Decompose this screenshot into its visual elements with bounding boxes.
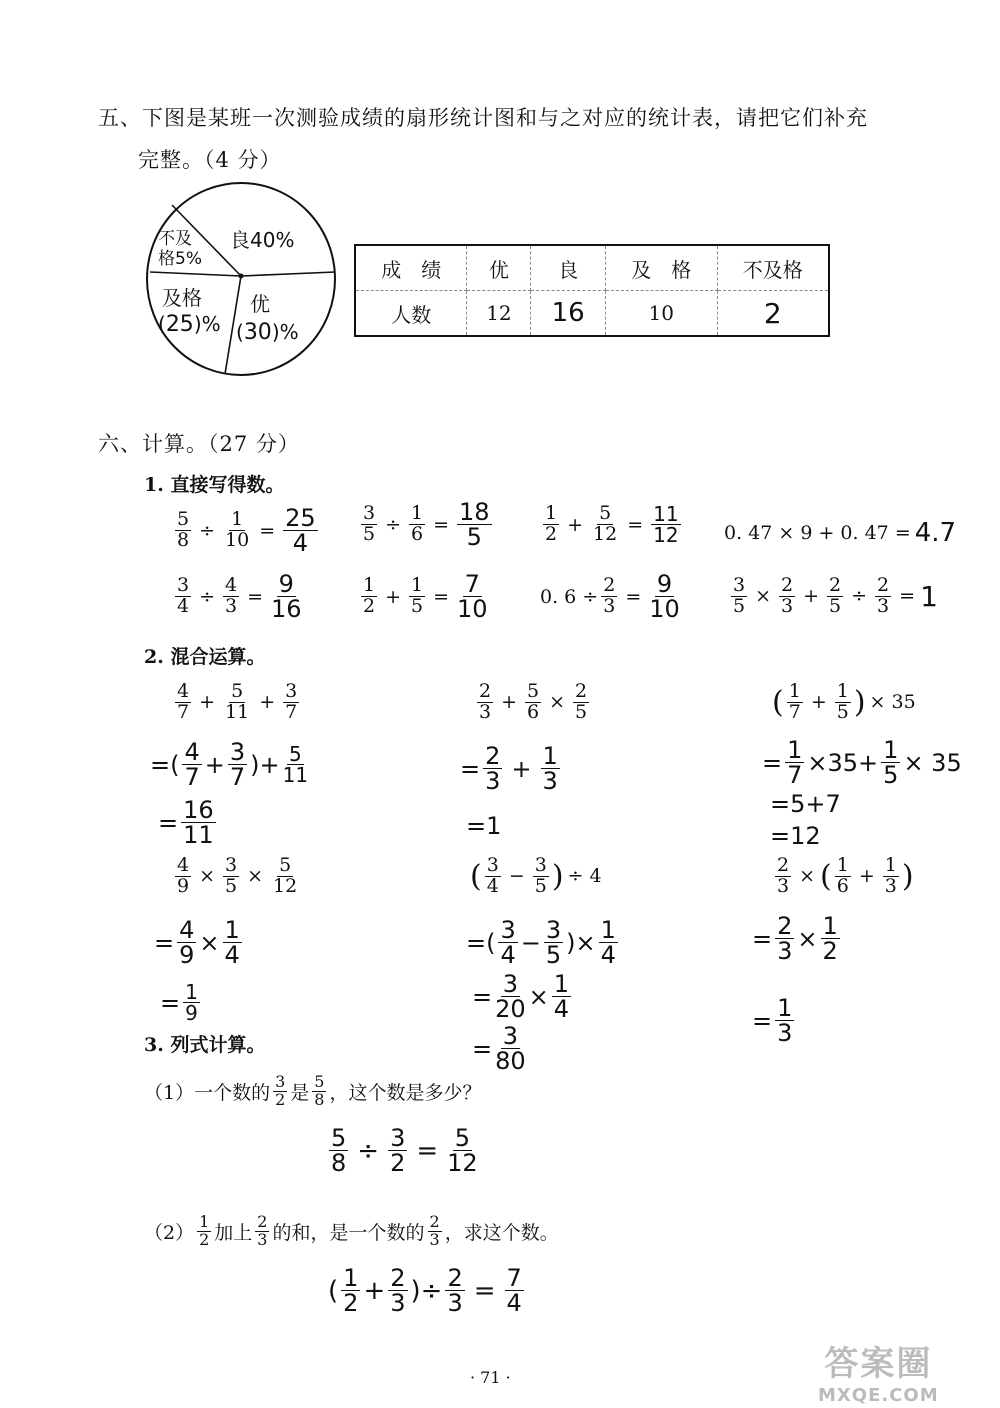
handwritten-answer: $\frac{25}{4}$: [285, 504, 316, 557]
p2-problem-3: ( $\frac{1}{7}$ + $\frac{1}{5}$ ) × 35: [772, 680, 916, 723]
pie-label-fail: [158, 230, 202, 269]
p2-problem-6: $\frac{2}{3}$ × ( $\frac{1}{6}$ + $\frac{1}{3}$ ): [777, 854, 914, 897]
p2-problem-5-step1: =( 3 4 − $\frac{3}{5}$ )× $\frac{1}{4}$: [466, 916, 616, 969]
stats-value-row: [356, 291, 828, 336]
stats-header-cell: 优: [467, 246, 531, 291]
p2-problem-4-step2: = $\frac{1}{9}$: [160, 980, 198, 1025]
pie-label-pass: 及格: [162, 286, 202, 310]
p2-problem-5-step3: = $\frac{3}{80}$: [472, 1022, 526, 1075]
stats-table: [354, 244, 830, 337]
part3-label: 3. 列式计算。: [144, 1034, 266, 1056]
watermark-line1: 答案圈: [824, 1344, 933, 1384]
p1-item-1: $\frac{5}{8}$ ÷ $\frac{1}{10}$ = $\frac{25}{4}$: [177, 504, 316, 557]
pie-divider-excellent-good: [241, 272, 335, 276]
fraction: $\frac{5}{8}$: [177, 508, 190, 551]
handwritten-answer: 4.7: [914, 518, 957, 548]
handwritten-answer: $\frac{18}{5}$: [459, 498, 490, 551]
p3-question-2: （2） $\frac{1}{2}$ 加上 $\frac{2}{3}$ 的和，是一个数的 $\frac{2}{3}$ ，求这个数。: [144, 1212, 559, 1249]
fraction: $\frac{2}{3}$: [603, 574, 616, 617]
fraction: $\frac{1}{2}$: [545, 502, 558, 545]
operator: ÷: [199, 585, 216, 608]
p2-problem-4: $\frac{4}{9}$ × $\frac{3}{5}$ × $\frac{5}{12}$: [177, 854, 298, 897]
watermark-line2: MXQE.COM: [818, 1385, 939, 1406]
p2-problem-2-step1: = $\frac{2}{3}$ + $\frac{1}{3}$: [460, 742, 558, 795]
operator: ÷: [199, 519, 216, 542]
handwritten-answer: $\frac{11}{12}$: [653, 502, 679, 547]
stats-header-cell: 不及格: [717, 246, 828, 291]
handwritten-answer: $\frac{9}{10}$: [649, 570, 680, 623]
pie-pass-open: (: [158, 312, 166, 336]
p2-problem-5: ( $\frac{3}{4}$ − $\frac{3}{5}$ ) ÷ 4: [470, 854, 602, 897]
expression-text: 0. 47 × 9 + 0. 47 =: [724, 522, 911, 544]
section6-title: 六、计算。（27 分）: [98, 432, 300, 456]
p2-problem-1: $\frac{4}{7}$ + $\frac{5}{11}$ + $\frac{3}{7}$: [177, 680, 298, 723]
pie-center: [239, 274, 244, 279]
expression-text: 0. 6 ÷: [540, 585, 599, 608]
pie-divider-fail-pass: [150, 272, 241, 276]
part2-label: 2. 混合运算。: [144, 646, 266, 668]
fraction: $\frac{1}{10}$: [225, 508, 250, 551]
p1-item-3: $\frac{1}{2}$ + $\frac{5}{12}$ = $\frac{11}{12}$: [545, 502, 679, 547]
p2-problem-2: $\frac{2}{3}$ + $\frac{5}{6}$ × $\frac{2}{5}$: [479, 680, 588, 723]
fraction: $\frac{5}{12}$: [593, 502, 618, 545]
pie-chart: [142, 180, 342, 380]
stats-value-cell: 12: [467, 291, 531, 336]
p3-question-1: （1）一个数的 $\frac{3}{2}$ 是 $\frac{5}{8}$ ，这个数是多少？: [144, 1072, 482, 1109]
operator: +: [385, 585, 402, 608]
handwritten-answer: $\frac{7}{10}$: [457, 570, 488, 623]
stats-value-cell: 2: [717, 291, 828, 336]
fraction: $\frac{4}{3}$: [225, 574, 238, 617]
fraction: $\frac{3}{4}$: [177, 574, 190, 617]
pie-label-pass-pct: [158, 312, 221, 337]
p1-item-2: $\frac{3}{5}$ ÷ $\frac{1}{6}$ = $\frac{18}{5}$: [363, 498, 490, 551]
p2-problem-3-step2: =5+7: [770, 790, 841, 818]
fraction: $\frac{3}{5}$: [363, 502, 376, 545]
p2-problem-3-step3: =12: [770, 822, 821, 850]
fraction: $\frac{1}{2}$: [363, 574, 376, 617]
watermark-logo: [818, 1336, 939, 1406]
stats-header-cell: 良: [531, 246, 606, 291]
pie-excellent-open: (: [236, 320, 244, 344]
section5-title-line1: 五、下图是某班一次测验成绩的扇形统计图和与之对应的统计表，请把它们补充: [98, 106, 868, 130]
p3-answer-1: $\frac{5}{8}$ ÷ $\frac{3}{2}$ = $\frac{5}{12}$: [331, 1124, 478, 1177]
pie-label-fail-line1: 不及: [158, 229, 192, 249]
p2-problem-1-step2: = $\frac{16}{11}$: [158, 796, 214, 849]
page-number: · 71 ·: [470, 1368, 511, 1387]
pie-excellent-answer: 30: [243, 320, 272, 345]
fraction: $\frac{1}{6}$: [411, 502, 424, 545]
stats-header-cell: 及 格: [605, 246, 717, 291]
p1-item-8: $\frac{3}{5}$ × $\frac{2}{3}$ + $\frac{2}{5}$ ÷ $\frac{2}{3}$ = 1: [733, 574, 938, 617]
p1-item-5: $\frac{3}{4}$ ÷ $\frac{4}{3}$ = $\frac{9}{16}$: [177, 570, 302, 623]
fraction: $\frac{1}{5}$: [411, 574, 424, 617]
stats-value-cell: 16: [531, 291, 606, 336]
p2-problem-3-step1: = $\frac{1}{7}$ ×35+ $\frac{1}{5}$ × 35: [762, 736, 962, 789]
p1-item-6: $\frac{1}{2}$ + $\frac{1}{5}$ = $\frac{7}{10}$: [363, 570, 488, 623]
stats-header-row: [356, 246, 828, 291]
operator: ÷: [385, 513, 402, 536]
p2-problem-6-step1: = $\frac{2}{3}$ × $\frac{1}{2}$: [752, 912, 838, 965]
pie-excellent-close: )%: [271, 320, 299, 344]
p3-answer-2: ( 1 2 + $\frac{2}{3}$ )÷ $\frac{2}{3}$ = $\frac{7}{4}$: [328, 1264, 522, 1317]
p1-item-4: [724, 518, 956, 548]
part1-label: 1. 直接写得数。: [144, 474, 285, 496]
p2-problem-4-step1: = $\frac{4}{9}$ × $\frac{1}{4}$: [154, 916, 240, 969]
handwritten-answer: 1: [920, 579, 938, 613]
p2-problem-6-step2: = $\frac{1}{3}$: [752, 994, 793, 1047]
pie-pass-answer: 25: [165, 312, 194, 337]
pie-label-excellent-pct: [236, 320, 299, 345]
pie-label-fail-line2: 格5%: [158, 248, 202, 269]
stats-value-cell: 10: [605, 291, 717, 336]
stats-row-label: 人数: [356, 291, 467, 336]
p1-item-7: 0. 6 ÷ $\frac{2}{3}$ = $\frac{9}{10}$: [540, 570, 680, 623]
operator: +: [567, 513, 584, 536]
stats-header-cell: 成 绩: [356, 246, 467, 291]
handwritten-answer: $\frac{9}{16}$: [271, 570, 302, 623]
pie-pass-close: )%: [193, 312, 221, 336]
p2-problem-2-step2: =1: [466, 812, 502, 840]
pie-label-excellent: 优: [250, 292, 270, 316]
p2-problem-5-step2: = $\frac{3}{20}$ × $\frac{1}{4}$: [472, 970, 570, 1023]
p2-problem-1-step1: =( 4 7 + $\frac{3}{7}$ )+ $\frac{5}{11}$: [150, 738, 309, 791]
section5-title-line2: 完整。（4 分）: [138, 148, 282, 172]
pie-label-good: 良40%: [230, 228, 295, 252]
